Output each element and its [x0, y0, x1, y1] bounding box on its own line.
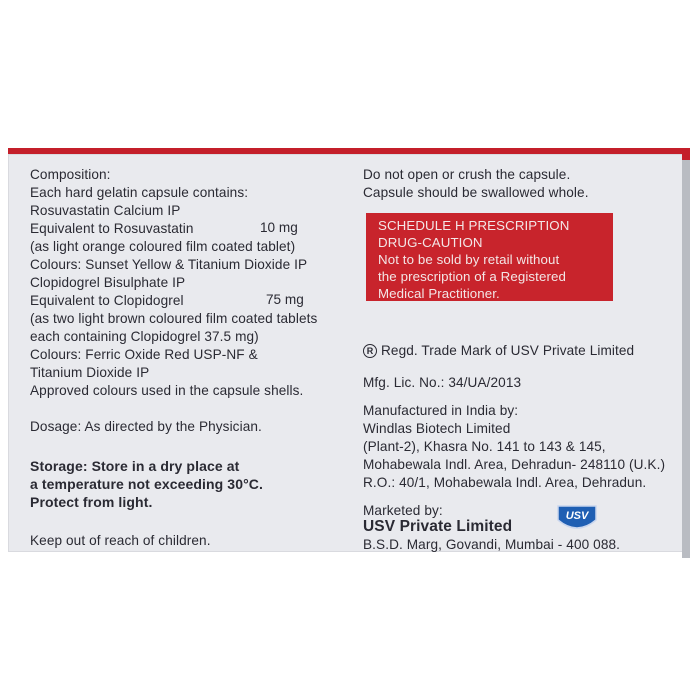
manufacturer-address-3: R.O.: 40/1, Mohabewala Indl. Area, Dehradun. — [363, 475, 647, 490]
mfg-license: Mfg. Lic. No.: 34/UA/2013 — [363, 375, 522, 390]
colours-1: Colours: Sunset Yellow & Titanium Dioxide IP — [30, 257, 308, 272]
marketer-name: USV Private Limited — [363, 518, 513, 535]
usv-logo-text: USV — [565, 510, 589, 522]
schedule-line: SCHEDULE H PRESCRIPTION — [378, 218, 570, 233]
schedule-line: DRUG-CAUTION — [378, 235, 483, 250]
carton-panel — [8, 148, 690, 552]
clopidogrel-note-2: each containing Clopidogrel 37.5 mg) — [30, 329, 259, 344]
clopidogrel-bisulphate: Clopidogrel Bisulphate IP — [30, 275, 186, 290]
capsule-contains: Each hard gelatin capsule contains: — [30, 185, 249, 200]
dosage-text: Dosage: As directed by the Physician. — [30, 419, 262, 434]
schedule-line: Medical Practitioner. — [378, 286, 500, 301]
keep-out-text: Keep out of reach of children. — [30, 533, 211, 548]
swallow-text: Capsule should be swallowed whole. — [363, 185, 589, 200]
do-not-open-text: Do not open or crush the capsule. — [363, 167, 571, 182]
usv-logo — [555, 504, 599, 532]
storage-line-1: Storage: Store in a dry place at — [30, 458, 240, 474]
colours-2b: Titanium Dioxide IP — [30, 365, 150, 380]
rosuvastatin-calcium: Rosuvastatin Calcium IP — [30, 203, 181, 218]
clopidogrel-note-1: (as two light brown coloured film coated tablets — [30, 311, 318, 326]
manufacturer-address-2: Mohabewala Indl. Area, Dehradun- 248110 (U.K.) — [363, 457, 666, 472]
manufacturer-name: Windlas Biotech Limited — [363, 421, 511, 436]
rosuvastatin-dose: 10 mg — [260, 220, 298, 235]
storage-line-3: Protect from light. — [30, 494, 153, 510]
registered-icon: R — [363, 344, 377, 358]
approved-colours: Approved colours used in the capsule shells. — [30, 383, 304, 398]
schedule-h-warning-box — [366, 213, 613, 301]
trademark-line — [363, 342, 634, 359]
composition-heading: Composition: — [30, 167, 111, 182]
equiv-clopidogrel: Equivalent to Clopidogrel — [30, 293, 184, 308]
schedule-line: Not to be sold by retail without — [378, 252, 560, 267]
clopidogrel-dose: 75 mg — [266, 292, 304, 307]
marketed-by: Marketed by: — [363, 503, 443, 518]
schedule-line: the prescription of a Registered — [378, 269, 566, 284]
colours-2a: Colours: Ferric Oxide Red USP-NF & — [30, 347, 258, 362]
marketer-address: B.S.D. Marg, Govandi, Mumbai - 400 088. — [363, 537, 621, 552]
trademark-text: Regd. Trade Mark of USV Private Limited — [381, 343, 635, 358]
manufactured-in: Manufactured in India by: — [363, 403, 519, 418]
rosuvastatin-note: (as light orange coloured film coated tablet) — [30, 239, 296, 254]
manufacturer-address-1: (Plant-2), Khasra No. 141 to 143 & 145, — [363, 439, 606, 454]
storage-line-2: a temperature not exceeding 30°C. — [30, 476, 263, 492]
equiv-rosuvastatin: Equivalent to Rosuvastatin — [30, 221, 194, 236]
